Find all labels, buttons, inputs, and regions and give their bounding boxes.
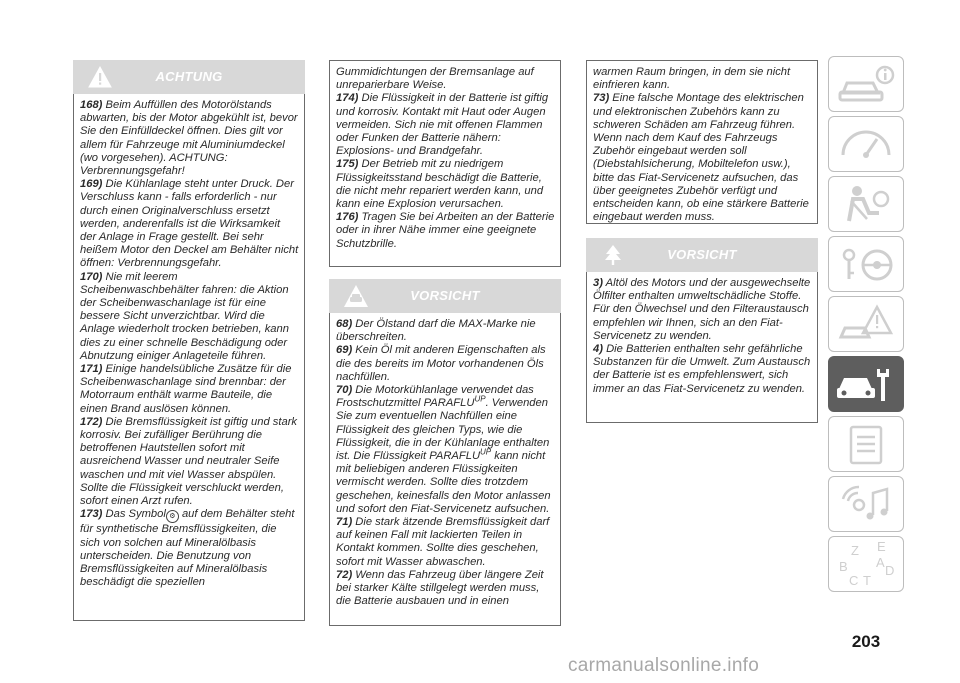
index-letter: B: [839, 559, 848, 574]
note-73: [593, 92, 812, 224]
tab-technical-data[interactable]: [828, 416, 904, 472]
note-text: Kein Öl mit anderen Eigenschaften als die des bereits im Motor vorhandenen Öls nachfüllen.: [336, 344, 546, 383]
note-text: Beim Auffüllen des Motorölstands abwarten, bis der Motor abgekühlt ist, bevor Sie den Einfülldeckel öffnen. Dies gilt vor allem für Fahrzeuge mit Aluminiumdeckel (wo vorgesehen). ACHTUNG: Verbrennungsgefahr!: [80, 99, 298, 178]
note-continuation: Gummidichtungen der Bremsanlage auf unreparierbare Weise.: [336, 66, 534, 92]
index-icon: [829, 537, 903, 591]
note-68: [336, 318, 555, 344]
note-text: . Verwenden Sie zum eventuellen Nachfüllen eine Flüssigkeit des gleichen Typs, wie die Flüssigkeit, die in der Kühlanlage enthalten ist. Die Flüssigkeit PARAFLU: [336, 397, 550, 463]
note-number: 171): [80, 363, 103, 376]
column-1: [73, 60, 305, 621]
note-175: [336, 158, 555, 211]
note-text: Die Kühlanlage steht unter Druck. Der Verschluss kann - falls erforderlich - nur durch einen Originalverschluss ersetzt werden, anderenfalls ist die Wirksamkeit der Anlage in Frage gestellt. Bei sehr heißem Motor den Deckel am Behälter nicht öffnen: Verbrennungsgefahr.: [80, 178, 299, 270]
technical-data-icon: [829, 417, 903, 471]
tab-car-info[interactable]: [828, 56, 904, 112]
index-letter: Z: [851, 543, 859, 558]
note-number: 170): [80, 270, 103, 283]
car-info-icon: [829, 57, 903, 111]
note-continuation: warmen Raum bringen, in dem sie nicht einfrieren kann.: [593, 66, 791, 92]
note-176: [336, 211, 555, 251]
environment-header: [586, 238, 818, 272]
dashboard-lights-icon: [829, 117, 903, 171]
car-wrench-icon: [829, 357, 903, 411]
note-text: Das Symbol: [105, 508, 166, 521]
warning-box: [73, 94, 305, 621]
environment-box: [586, 272, 818, 423]
note-number: 68): [336, 318, 353, 330]
note-text: Nie mit leerem Scheibenwaschbehälter fahren: die Aktion der Scheibenwaschanlage ist für eine bessere Sicht unverzichtbar. Wird die Anlage wiederholt trocken betrieben, kann dies zu einer schnelle Beschädigung oder Abnutzung einiger Anlageteile führen.: [80, 270, 289, 362]
note-168: [80, 99, 299, 178]
note-number: 70): [336, 384, 353, 397]
watermark: carmanualsonline.info: [568, 655, 760, 676]
key-steering-wheel-icon: [829, 237, 903, 291]
index-letter: T: [863, 573, 871, 588]
note-3: [593, 277, 812, 343]
note-number: 173): [80, 508, 103, 521]
note-text: Einige handelsübliche Zusätze für die Scheibenwaschanlage sind brennbar: der Motorraum enthält warme Bauteile, die einen Brand auslösen können.: [80, 363, 292, 415]
note-number: 72): [336, 568, 353, 581]
note-text: Tragen Sie bei Arbeiten an der Batterie oder in ihrer Nähe immer eine geeignete Schutzbrille.: [336, 211, 555, 250]
note-number: 4): [593, 343, 603, 356]
note-text: kann nicht mit beliebigen anderen Flüssigkeiten vermischt werden. Sollte dies trotzdem geschehen, keinesfalls den Motor anlassen und sofort den Fiat-Servicenetz aufsuchen.: [336, 450, 551, 515]
note-number: 69): [336, 344, 353, 357]
column-2: [329, 60, 561, 626]
brake-fluid-symbol-icon: ⚙: [166, 510, 179, 523]
note-text: Die Bremsflüssigkeit ist giftig und stark korrosiv. Bei zufälliger Berührung die betroffenen Hautstellen sofort mit ausreichend Wasser und neutraler Seife waschen und mit viel Wasser abspülen. Sollte die Flüssigkeit verschluckt werden, sofort einen Arzt rufen.: [80, 415, 298, 508]
note-72: [336, 569, 555, 609]
note-text: Die Batterien enthalten sehr gefährliche Substanzen für die Umwelt. Zum Austausch der Batterie ist es empfehlenswert, sich immer an das Fiat-Servicenetz zu wenden.: [593, 343, 811, 395]
column-3: [586, 60, 818, 423]
caution-header: [329, 279, 561, 313]
note-number: 176): [336, 211, 359, 224]
caution-box: [329, 313, 561, 626]
note-69: [336, 344, 555, 384]
warning-triangle-car-icon: [829, 297, 903, 351]
note-173: [80, 508, 299, 589]
tab-starting-driving[interactable]: [828, 236, 904, 292]
tab-maintenance[interactable]: [828, 356, 904, 412]
note-text: Die Motorkühlanlage verwendet das Frostschutzmittel PARAFLU: [336, 384, 534, 410]
warning-header: [73, 60, 305, 94]
note-number: 175): [336, 158, 359, 171]
note-text: Wenn das Fahrzeug über längere Zeit bei starker Kälte stillgelegt werden muss, die Batterie ausbauen und in einen: [336, 568, 544, 608]
note-71: [336, 516, 555, 569]
note-number: 168): [80, 99, 103, 111]
note-text: Der Betrieb mit zu niedrigem Flüssigkeitsstand beschädigt die Batterie, die nicht mehr repariert werden kann, und kann eine Explosion verursachen.: [336, 158, 544, 211]
note-174: [336, 92, 555, 158]
header-title: VORSICHT: [667, 247, 737, 262]
chapter-tabs: [828, 56, 906, 596]
note-70: [336, 384, 555, 516]
note-text: Der Ölstand darf die MAX-Marke nie überschreiten.: [336, 318, 536, 344]
superscript: UP: [480, 447, 492, 457]
index-letter: A: [876, 555, 885, 570]
tab-emergency[interactable]: [828, 296, 904, 352]
note-number: 174): [336, 92, 359, 105]
tab-safety[interactable]: [828, 176, 904, 232]
caution-box-continued: [586, 60, 818, 224]
header-title: ACHTUNG: [155, 69, 223, 84]
header-title: VORSICHT: [410, 288, 480, 303]
tab-dashboard[interactable]: [828, 116, 904, 172]
superscript: UP: [474, 394, 486, 404]
multimedia-icon: [829, 477, 903, 531]
tab-index[interactable]: [828, 536, 904, 592]
note-number: 73): [593, 92, 610, 105]
seatbelt-airbag-icon: [829, 177, 903, 231]
note-text: Altöl des Motors und der ausgewechselte Ölfilter enthalten umweltschädliche Stoffe. Für den Ölwechsel und den Filteraustausch empfehlen wir Ihnen, sich an den Fiat-Servicenetz zu wenden.: [593, 277, 811, 342]
note-number: 3): [593, 277, 603, 289]
note-number: 169): [80, 178, 103, 191]
note-169: [80, 178, 299, 270]
tab-multimedia[interactable]: [828, 476, 904, 532]
index-letter: E: [877, 539, 886, 554]
page-number: 203: [851, 632, 881, 651]
note-number: 172): [80, 415, 103, 428]
index-letter: D: [885, 563, 895, 578]
note-172: [80, 416, 299, 508]
note-text: Eine falsche Montage des elektrischen und elektronischen Zubehörs kann zu schweren Schäden am Fahrzeug führen. Wenn nach dem Kauf des Fahrzeugs Zubehör eingebaut werden soll (Diebstahlsicherung, Mobiltelefon usw.), bitte das Fiat-Servicenetz aufsuchen, das über geeignetes Zubehör verfügt und entscheiden kann, ob eine stärkere Batterie eingebaut werden muss.: [593, 92, 809, 224]
note-4: [593, 343, 812, 396]
warning-box-continued: [329, 60, 561, 267]
note-text: auf dem Behälter steht für synthetische Bremsflüssigkeiten, die sich von solchen auf Mineralölbasis unterscheiden. Die Benutzung von Bremsflüssigkeiten auf Mineralölbasis beschädigt die speziellen: [80, 508, 295, 589]
note-text: Die Flüssigkeit in der Batterie ist giftig und korrosiv. Kontakt mit Haut oder Augen vermeiden. Sich nie mit offenen Flammen oder Funken der Batterie nähern: Explosions- und Brandgefahr.: [336, 92, 549, 158]
index-letter: C: [849, 573, 859, 588]
note-text: Die stark ätzende Bremsflüssigkeit darf auf keinen Fall mit lackierten Teilen in Kontakt kommen. Sollte dies geschehen, sofort mit Wasser abwaschen.: [336, 516, 550, 568]
note-170: [80, 271, 299, 363]
note-number: 71): [336, 516, 353, 529]
note-171: [80, 363, 299, 416]
